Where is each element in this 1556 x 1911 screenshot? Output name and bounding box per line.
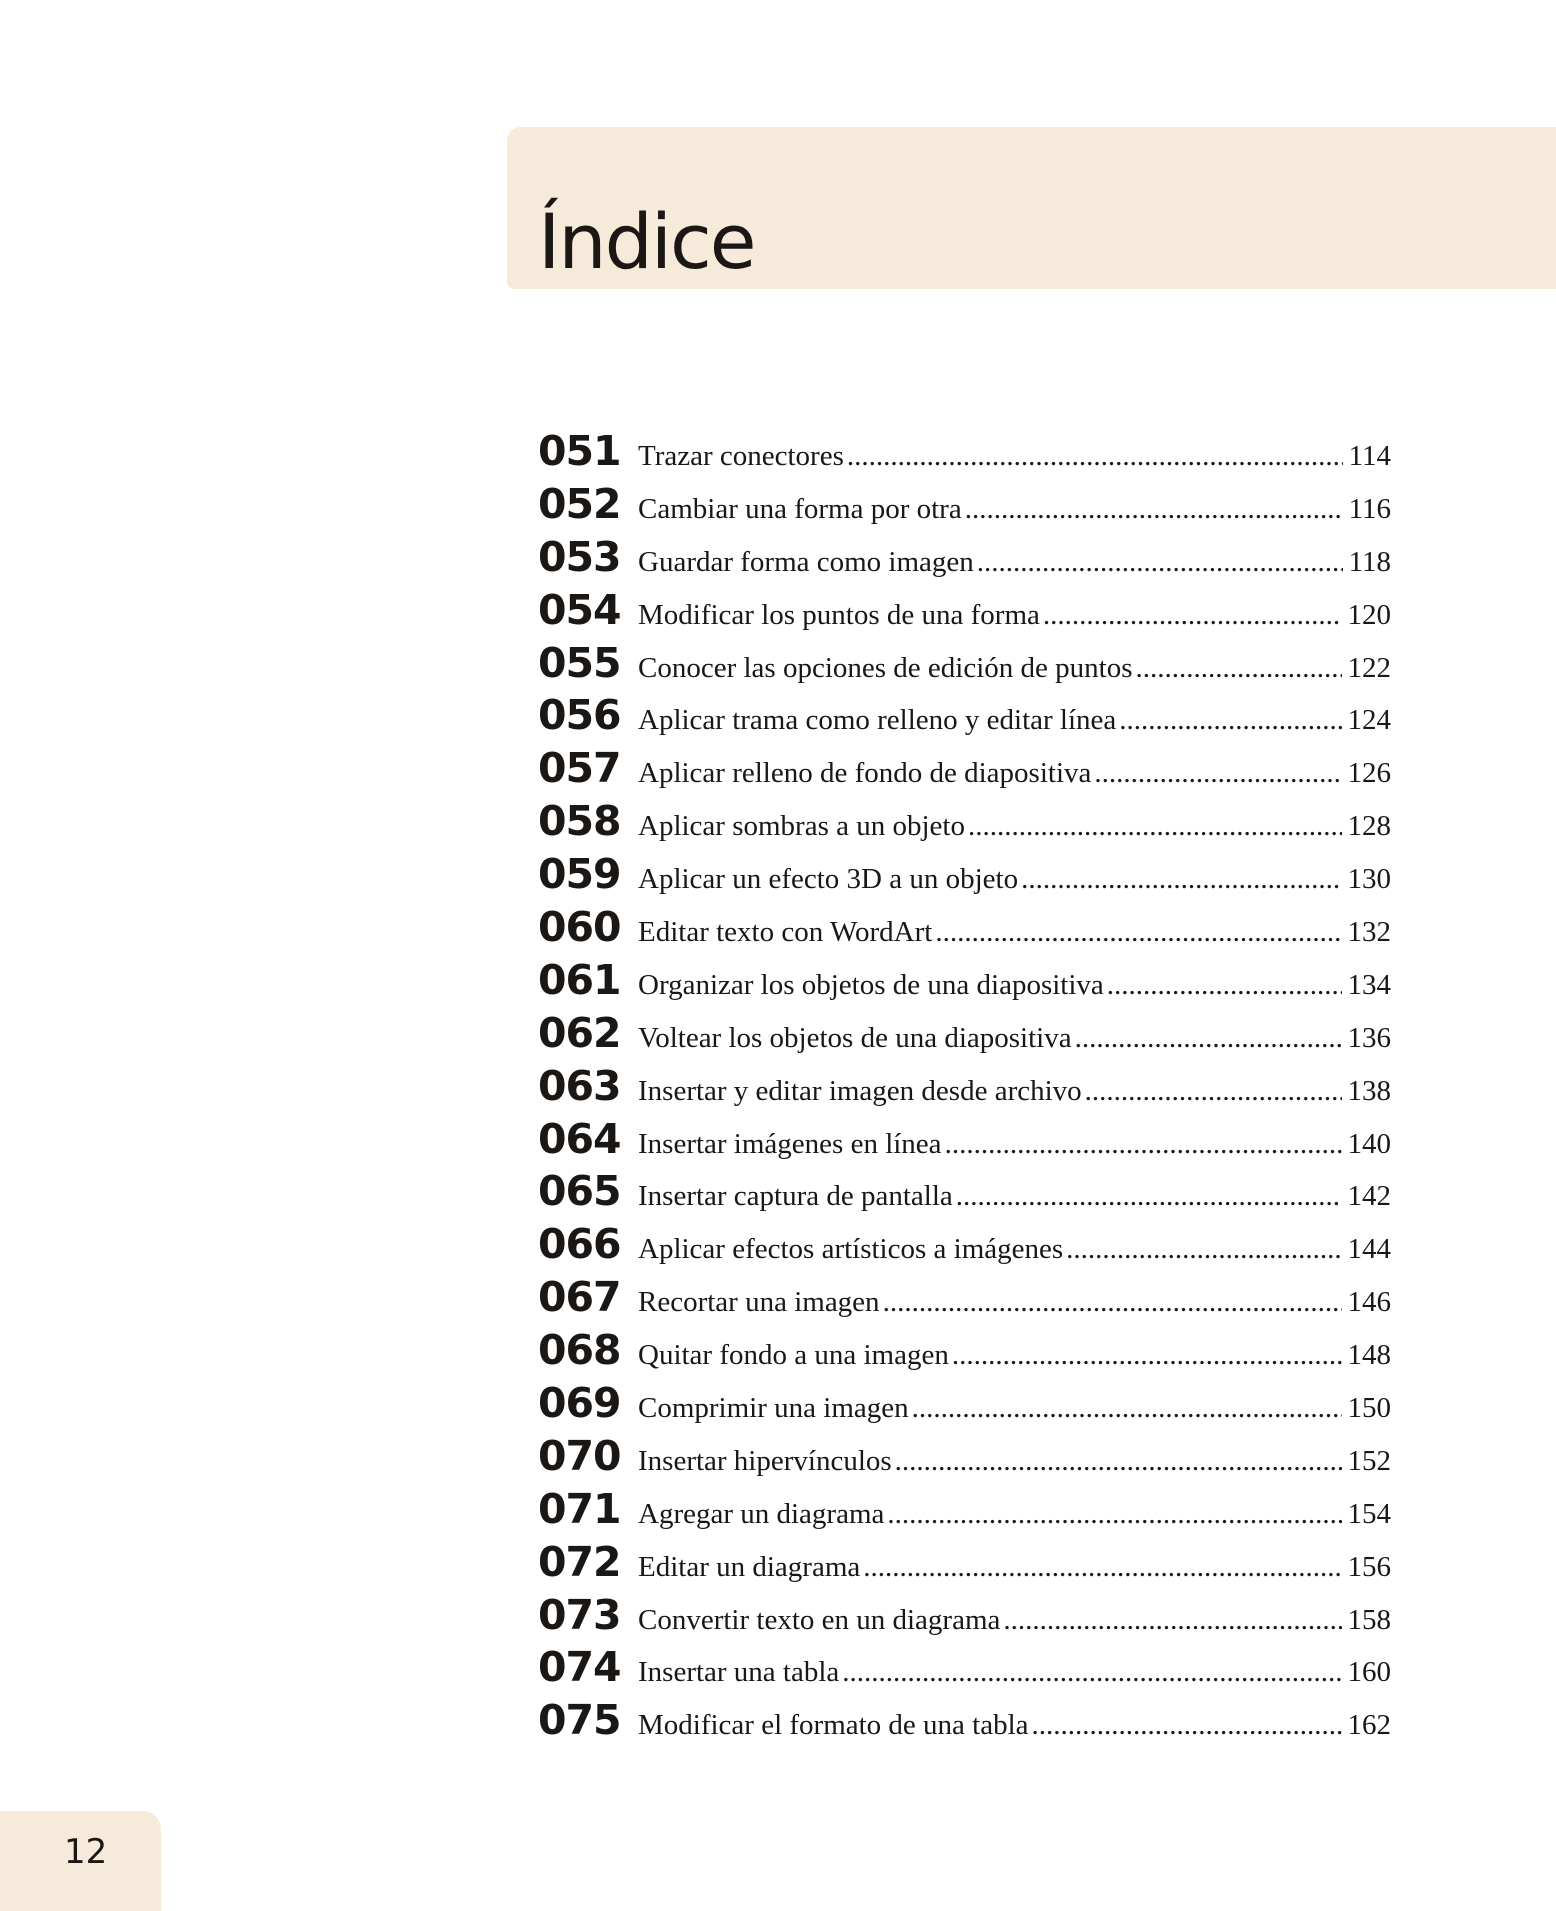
toc-entry[interactable] — [538, 1591, 1391, 1644]
toc-entry-page: 122 — [1347, 651, 1391, 684]
toc-entry[interactable] — [538, 1009, 1391, 1062]
toc-entry-page: 138 — [1347, 1074, 1391, 1107]
toc-entry-title: Modificar los puntos de una forma — [638, 598, 1040, 631]
toc-entry-number: 069 — [538, 1379, 621, 1428]
toc-entry-page: 130 — [1347, 863, 1391, 896]
toc-entry[interactable] — [538, 1062, 1391, 1115]
toc-entry-number: 056 — [538, 691, 621, 740]
toc-entry[interactable] — [538, 533, 1391, 586]
toc-entry-page: 132 — [1347, 916, 1391, 949]
toc-entry-page: 152 — [1347, 1444, 1391, 1477]
toc-entry-number: 063 — [538, 1061, 621, 1110]
toc-dot-leader — [952, 1339, 1342, 1372]
toc-entry-title: Insertar y editar imagen desde archivo — [638, 1074, 1082, 1107]
toc-entry-title: Agregar un diagrama — [638, 1497, 885, 1530]
toc-entry[interactable] — [538, 1538, 1391, 1591]
toc-entry-page: 128 — [1347, 810, 1391, 843]
toc-dot-leader — [1107, 969, 1342, 1002]
toc-entry-page: 162 — [1347, 1709, 1391, 1742]
toc-entry[interactable] — [538, 956, 1391, 1009]
toc-dot-leader — [842, 1656, 1341, 1689]
toc-entry-number: 066 — [538, 1220, 621, 1269]
toc-entry-page: 156 — [1347, 1550, 1391, 1583]
toc-entry-number: 075 — [538, 1696, 621, 1745]
toc-entry-page: 114 — [1348, 440, 1391, 472]
toc-entry[interactable] — [538, 903, 1391, 956]
toc-dot-leader — [883, 1286, 1342, 1319]
toc-entry-number: 055 — [538, 638, 621, 687]
toc-entry[interactable] — [538, 797, 1391, 850]
toc-entry-page: 116 — [1348, 492, 1391, 525]
toc-entry-title: Insertar captura de pantalla — [638, 1180, 953, 1213]
toc-entry[interactable] — [538, 1432, 1391, 1485]
toc-entry-title: Trazar conectores — [638, 440, 844, 472]
toc-dot-leader — [863, 1551, 1341, 1584]
toc-entry-page: 126 — [1347, 757, 1391, 790]
toc-entry[interactable] — [538, 691, 1391, 744]
toc-entry-title: Insertar una tabla — [638, 1656, 840, 1689]
toc-entry-title: Recortar una imagen — [638, 1286, 880, 1319]
toc-entry-title: Quitar fondo a una imagen — [638, 1339, 949, 1372]
toc-entry[interactable] — [538, 639, 1391, 692]
toc-entry-title: Comprimir una imagen — [638, 1392, 909, 1425]
toc-entry-page: 154 — [1347, 1497, 1391, 1530]
toc-dot-leader — [1066, 1233, 1341, 1266]
toc-dot-leader — [956, 1180, 1342, 1213]
toc-entry-number: 061 — [538, 955, 621, 1004]
toc-dot-leader — [887, 1498, 1341, 1531]
toc-entry[interactable] — [538, 480, 1391, 533]
toc-dot-leader — [1021, 863, 1341, 896]
toc-entry-number: 052 — [538, 479, 621, 528]
toc-entry-page: 150 — [1347, 1392, 1391, 1425]
toc-entry-number: 065 — [538, 1167, 621, 1216]
toc-entry-title: Convertir texto en un diagrama — [638, 1603, 1001, 1636]
toc-entry-number: 073 — [538, 1590, 621, 1639]
page-number: 12 — [64, 1832, 108, 1872]
toc-dot-leader — [1003, 1604, 1341, 1637]
toc-entry[interactable] — [538, 850, 1391, 903]
toc-entry-title: Aplicar sombras a un objeto — [638, 810, 965, 843]
toc-entry-number: 058 — [538, 797, 621, 846]
toc-entry-number: 053 — [538, 532, 621, 581]
toc-entry-number: 059 — [538, 850, 621, 899]
toc-entry-title: Guardar forma como imagen — [638, 545, 974, 578]
toc-entry[interactable] — [538, 1643, 1391, 1696]
toc-dot-leader — [1136, 652, 1342, 685]
table-of-contents — [538, 427, 1391, 1749]
toc-entry-title: Organizar los objetos de una diapositiva — [638, 968, 1104, 1001]
toc-entry-page: 160 — [1347, 1656, 1391, 1689]
toc-dot-leader — [1043, 599, 1342, 632]
toc-entry-title: Voltear los objetos de una diapositiva — [638, 1021, 1072, 1054]
toc-dot-leader — [895, 1445, 1342, 1478]
toc-entry[interactable] — [538, 1273, 1391, 1326]
toc-entry-number: 054 — [538, 585, 621, 634]
toc-entry-page: 136 — [1347, 1021, 1391, 1054]
toc-entry[interactable] — [538, 1379, 1391, 1432]
toc-entry[interactable] — [538, 744, 1391, 797]
toc-entry-page: 134 — [1347, 968, 1391, 1001]
toc-entry[interactable] — [538, 586, 1391, 639]
toc-entry-title: Aplicar relleno de fondo de diapositiva — [638, 757, 1092, 790]
toc-entry-title: Insertar imágenes en línea — [638, 1127, 942, 1160]
toc-entry-title: Modificar el formato de una tabla — [638, 1709, 1029, 1742]
toc-dot-leader — [1119, 704, 1341, 737]
toc-entry-title: Editar texto con WordArt — [638, 916, 933, 949]
toc-dot-leader — [1094, 757, 1341, 790]
toc-entry-title: Aplicar trama como relleno y editar línea — [638, 704, 1117, 737]
toc-entry-number: 072 — [538, 1537, 621, 1586]
toc-entry[interactable] — [538, 1696, 1391, 1749]
toc-entry-number: 071 — [538, 1484, 621, 1533]
toc-entry[interactable] — [538, 1326, 1391, 1379]
toc-entry-page: 118 — [1348, 545, 1391, 578]
toc-entry[interactable] — [538, 1485, 1391, 1538]
toc-entry[interactable] — [538, 427, 1391, 480]
toc-entry[interactable] — [538, 1167, 1391, 1220]
toc-entry-number: 064 — [538, 1114, 621, 1163]
toc-entry[interactable] — [538, 1115, 1391, 1168]
toc-dot-leader — [945, 1128, 1342, 1161]
toc-entry-title: Aplicar un efecto 3D a un objeto — [638, 863, 1019, 896]
toc-entry-number: 057 — [538, 744, 621, 793]
toc-entry-page: 140 — [1347, 1127, 1391, 1160]
toc-entry-page: 158 — [1347, 1603, 1391, 1636]
toc-entry-title: Conocer las opciones de edición de puntos — [638, 651, 1133, 684]
toc-entry[interactable] — [538, 1220, 1391, 1273]
toc-dot-leader — [847, 440, 1343, 473]
toc-entry-number: 070 — [538, 1431, 621, 1480]
toc-entry-title: Editar un diagrama — [638, 1550, 861, 1583]
toc-dot-leader — [965, 493, 1343, 526]
toc-entry-page: 148 — [1347, 1339, 1391, 1372]
toc-entry-number: 051 — [538, 427, 621, 475]
toc-entry-number: 068 — [538, 1326, 621, 1375]
toc-dot-leader — [1085, 1075, 1342, 1108]
toc-entry-number: 067 — [538, 1273, 621, 1322]
toc-entry-number: 062 — [538, 1008, 621, 1057]
toc-entry-number: 060 — [538, 903, 621, 952]
toc-entry-title: Aplicar efectos artísticos a imágenes — [638, 1233, 1064, 1266]
toc-dot-leader — [1075, 1022, 1342, 1055]
toc-dot-leader — [968, 810, 1342, 843]
toc-entry-title: Cambiar una forma por otra — [638, 492, 962, 525]
toc-entry-title: Insertar hipervínculos — [638, 1444, 892, 1477]
toc-entry-page: 142 — [1347, 1180, 1391, 1213]
page-title: Índice — [538, 197, 755, 286]
toc-entry-page: 124 — [1347, 704, 1391, 737]
toc-entry-page: 120 — [1347, 598, 1391, 631]
toc-entry-number: 074 — [538, 1643, 621, 1692]
toc-dot-leader — [935, 916, 1341, 949]
toc-dot-leader — [912, 1392, 1342, 1425]
toc-dot-leader — [1032, 1709, 1342, 1742]
toc-entry-page: 146 — [1347, 1286, 1391, 1319]
toc-dot-leader — [977, 546, 1343, 579]
toc-entry-page: 144 — [1347, 1233, 1391, 1266]
